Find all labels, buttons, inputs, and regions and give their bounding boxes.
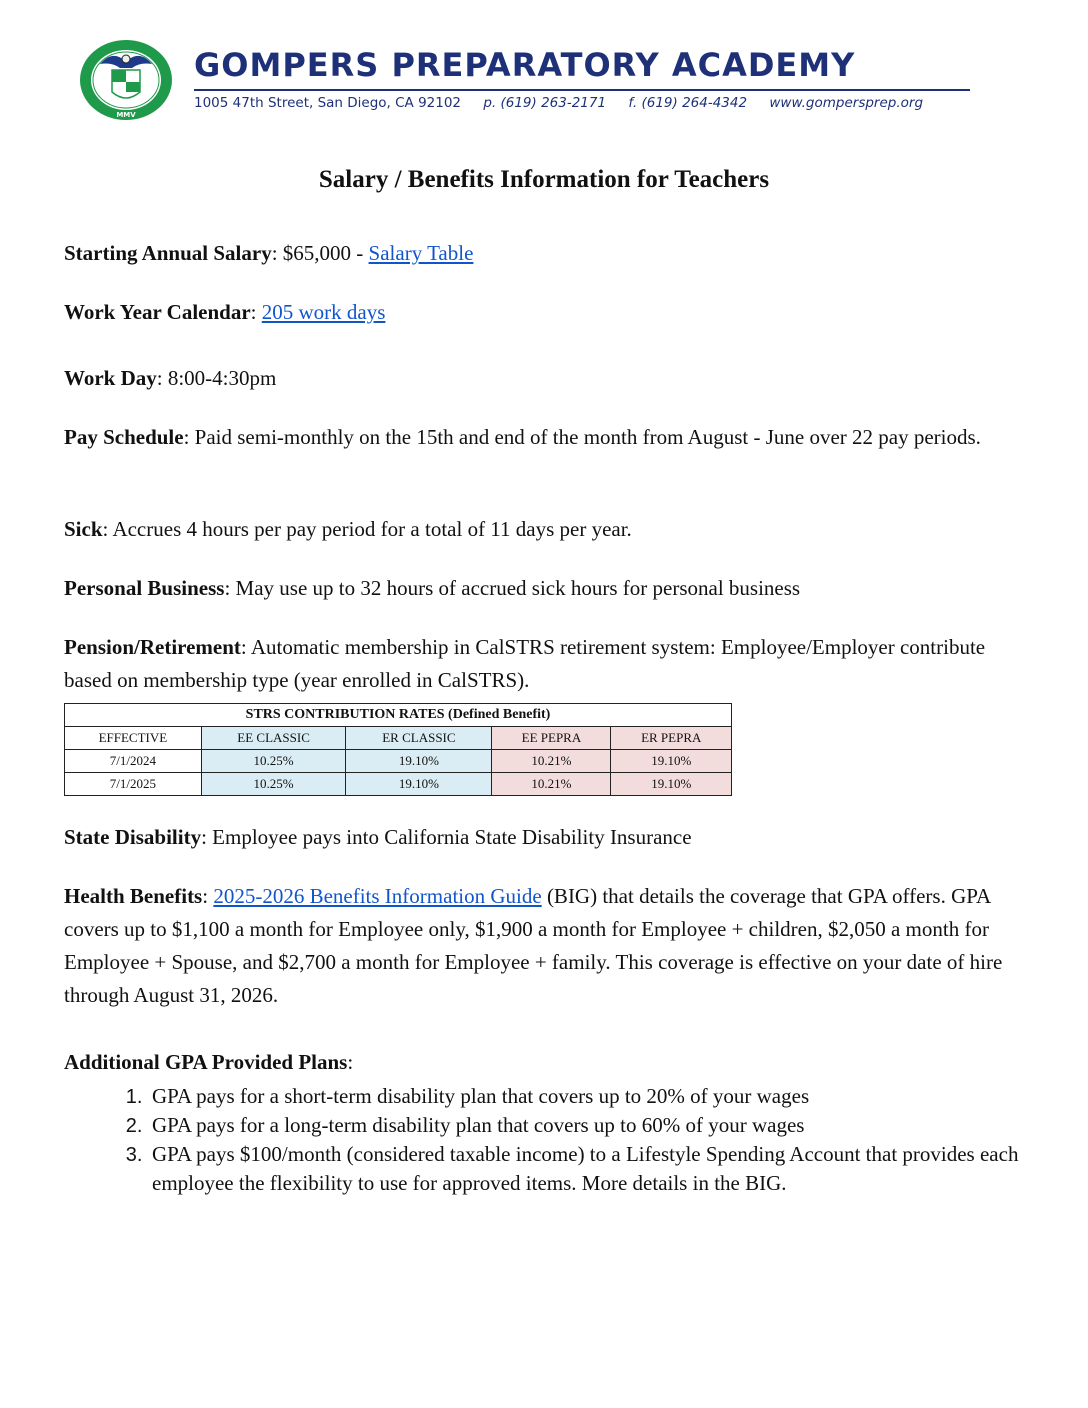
letterhead: [78, 38, 978, 124]
work-days-link[interactable]: 205 work days: [261, 300, 386, 324]
list-item: 3. GPA pays $100/month (considered taxable income) to a Lifestyle Spending Account that provides each employee the flexibility to use for approved items. More details in the BIG.: [148, 1140, 1088, 1198]
cell-er-classic: 19.10%: [346, 750, 492, 773]
sick-section: Sick: Accrues 4 hours per pay period for a total of 11 days per year.: [64, 517, 632, 541]
personal-label: Personal Business: [64, 576, 225, 600]
additional-plans-list: [64, 1082, 1088, 1198]
header-ee-classic: EE CLASSIC: [201, 727, 346, 750]
cell-effective: 7/1/2024: [65, 750, 202, 773]
school-crest-logo-icon: [78, 38, 174, 122]
table-row: [65, 750, 732, 773]
contact-line: [194, 95, 941, 111]
calendar-section: Work Year Calendar: 205 work days: [64, 300, 386, 324]
table-header-row: [65, 727, 732, 750]
header-ee-pepra: EE PEPRA: [492, 727, 611, 750]
org-name: GOMPERS PREPARATORY ACADEMY: [194, 46, 856, 84]
table-row: [65, 773, 732, 796]
cell-ee-classic: 10.25%: [201, 750, 346, 773]
fax: f. (619) 264-4342: [628, 95, 748, 111]
cell-ee-classic: 10.25%: [201, 773, 346, 796]
header-effective: EFFECTIVE: [65, 727, 202, 750]
cell-er-pepra: 19.10%: [611, 750, 732, 773]
salary-section: Starting Annual Salary: $65,000 - Salary Table: [64, 241, 474, 265]
salary-label: Starting Annual Salary: [64, 241, 272, 265]
cell-ee-pepra: 10.21%: [492, 773, 611, 796]
header-er-pepra: ER PEPRA: [611, 727, 732, 750]
cell-er-classic: 19.10%: [346, 773, 492, 796]
pay-schedule-section: Pay Schedule: Paid semi-monthly on the 15th and end of the month from August - June over 22 pay periods.: [64, 425, 981, 449]
website: www.gompersprep.org: [769, 95, 924, 111]
health-benefits-section: Health Benefits: 2025-2026 Benefits Information Guide (BIG) that details the coverage that GPA offers. GPA covers up to $1,100 a month for Employee only, $1,900 a month for Employee + children, $2,050 a month for Employee + Spouse, and $2,700 a month for Employee + family. This coverage is effective on your date of hire through August 31, 2026.: [64, 884, 1003, 1007]
strs-rates-table: [64, 703, 732, 796]
additional-plans-heading: Additional GPA Provided Plans:: [64, 1050, 354, 1074]
workday-section: Work Day: 8:00-4:30pm: [64, 366, 277, 390]
sick-label: Sick: [64, 517, 103, 541]
svg-text:MMV: MMV: [116, 111, 136, 119]
cell-er-pepra: 19.10%: [611, 773, 732, 796]
salary-table-link[interactable]: Salary Table: [368, 241, 474, 265]
list-item: 2. GPA pays for a long-term disability plan that covers up to 60% of your wages: [148, 1111, 1088, 1140]
pay-label: Pay Schedule: [64, 425, 184, 449]
phone: p. (619) 263-2171: [483, 95, 607, 111]
workday-label: Work Day: [64, 366, 157, 390]
benefits-guide-link[interactable]: 2025-2026 Benefits Information Guide: [213, 884, 542, 908]
page-title: Salary / Benefits Information for Teachers: [318, 166, 770, 193]
letterhead-rule: [194, 89, 970, 91]
additional-label: Additional GPA Provided Plans: [64, 1050, 348, 1074]
disability-label: State Disability: [64, 825, 202, 849]
table-caption: STRS CONTRIBUTION RATES (Defined Benefit): [65, 704, 732, 727]
header-er-classic: ER CLASSIC: [346, 727, 492, 750]
cell-ee-pepra: 10.21%: [492, 750, 611, 773]
state-disability-section: State Disability: Employee pays into California State Disability Insurance: [64, 825, 692, 849]
personal-business-section: Personal Business: May use up to 32 hours of accrued sick hours for personal business: [64, 576, 801, 600]
address: 1005 47th Street, San Diego, CA 92102: [194, 95, 462, 111]
health-label: Health Benefits: [64, 884, 203, 908]
pension-section: Pension/Retirement: Automatic membership in CalSTRS retirement system: Employee/Employer contribute based on membership type (year enrolled in CalSTRS).: [64, 635, 986, 692]
cell-effective: 7/1/2025: [65, 773, 202, 796]
pension-label: Pension/Retirement: [64, 635, 241, 659]
calendar-label: Work Year Calendar: [64, 300, 251, 324]
list-item: 1. GPA pays for a short-term disability plan that covers up to 20% of your wages: [148, 1082, 1088, 1111]
